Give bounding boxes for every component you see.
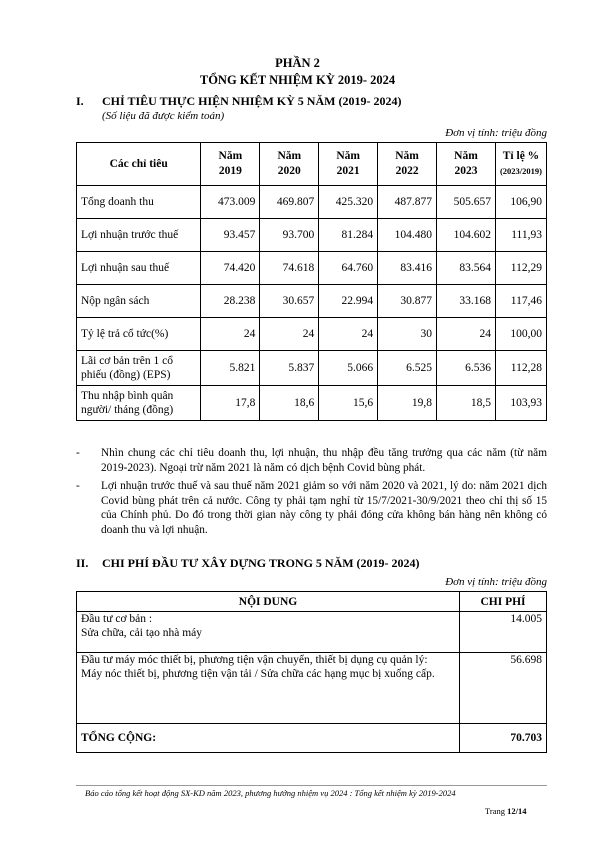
cell-v2023: 18,5 (437, 386, 496, 421)
table-row (77, 219, 547, 252)
cell-ratio: 117,46 (495, 285, 546, 318)
table-row (77, 612, 547, 653)
cell-v2020: 30.657 (260, 285, 319, 318)
cell-v2020: 469.807 (260, 186, 319, 219)
header-year-2021: Năm 2021 (319, 143, 378, 186)
investment-table (76, 591, 547, 753)
cell-v2020: 74.618 (260, 252, 319, 285)
cell-v2022: 487.877 (378, 186, 437, 219)
unit-label-1: Đơn vị tính: triệu đồng (445, 127, 547, 139)
footer-text: Báo cáo tổng kết hoạt động SX-KD năm 2023, phương hướng nhiệm vụ 2024 : Tổng kết nhiệm kỳ 2019-2024 (85, 788, 456, 798)
investment-description: Đầu tư cơ bản : Sửa chữa, cải tạo nhà máy (77, 612, 460, 653)
cell-v2023: 33.168 (437, 285, 496, 318)
cell-v2022: 30.877 (378, 285, 437, 318)
indicator-label: Lợi nhuận trước thuế (77, 219, 201, 252)
cell-v2021: 22.994 (319, 285, 378, 318)
audit-note: (Số liệu đã được kiểm toán) (102, 110, 225, 122)
performance-table-header (77, 143, 547, 186)
cell-v2019: 93.457 (201, 219, 260, 252)
cell-v2020: 93.700 (260, 219, 319, 252)
cell-v2020: 24 (260, 318, 319, 351)
table-row (77, 318, 547, 351)
total-label: TỔNG CỘNG: (77, 724, 460, 753)
section1-title: CHỈ TIÊU THỰC HIỆN NHIỆM KỲ 5 NĂM (2019- 2024) (102, 94, 402, 108)
table-row (77, 351, 547, 386)
cell-v2019: 28.238 (201, 285, 260, 318)
indicator-label: Lợi nhuận sau thuế (77, 252, 201, 285)
cell-v2021: 425.320 (319, 186, 378, 219)
cell-v2019: 17,8 (201, 386, 260, 421)
cell-v2022: 104.480 (378, 219, 437, 252)
cell-ratio: 112,29 (495, 252, 546, 285)
cell-v2022: 6.525 (378, 351, 437, 386)
cell-v2021: 15,6 (319, 386, 378, 421)
cell-v2021: 81.284 (319, 219, 378, 252)
header-content: NỘI DUNG (77, 592, 460, 612)
investment-value: 56.698 (460, 653, 547, 724)
cell-v2022: 19,8 (378, 386, 437, 421)
cell-v2023: 104.602 (437, 219, 496, 252)
analysis-notes (76, 446, 547, 542)
cell-ratio: 111,93 (495, 219, 546, 252)
investment-value: 14.005 (460, 612, 547, 653)
cell-v2021: 64.760 (319, 252, 378, 285)
cell-v2022: 30 (378, 318, 437, 351)
section2-title: CHI PHÍ ĐẦU TƯ XÂY DỰNG TRONG 5 NĂM (2019- 2024) (102, 556, 420, 570)
part-label: PHẦN 2 (275, 56, 320, 70)
table-row (77, 252, 547, 285)
cell-ratio: 106,90 (495, 186, 546, 219)
cell-v2023: 24 (437, 318, 496, 351)
indicator-label: Thu nhập bình quân người/ tháng (đồng) (77, 386, 201, 421)
table-row (77, 285, 547, 318)
cell-v2023: 83.564 (437, 252, 496, 285)
investment-table-header (77, 592, 547, 612)
cell-v2020: 5.837 (260, 351, 319, 386)
analysis-bullet: - Nhìn chung các chỉ tiêu doanh thu, lợi nhuận, thu nhập đều tăng trưởng qua các năm (từ năm 2019-2023). Ngoại trừ năm 2021 là năm có dịch bệnh Covid bùng phát. (76, 447, 547, 474)
header-ratio: Tỉ lệ % (2023/2019) (495, 143, 546, 186)
cell-v2021: 5.066 (319, 351, 378, 386)
cell-v2019: 473.009 (201, 186, 260, 219)
unit-label-2: Đơn vị tính: triệu đồng (445, 576, 547, 588)
header-year-2023: Năm 2023 (437, 143, 496, 186)
cell-ratio: 112,28 (495, 351, 546, 386)
header-year-2020: Năm 2020 (260, 143, 319, 186)
header-year-2022: Năm 2022 (378, 143, 437, 186)
cell-v2023: 6.536 (437, 351, 496, 386)
cell-v2019: 24 (201, 318, 260, 351)
section1-heading (76, 94, 401, 109)
analysis-bullet-text: Nhìn chung các chỉ tiêu doanh thu, lợi nhuận, thu nhập đều tăng trưởng qua các năm (từ năm 2019-2023). Ngoại trừ năm 2021 là năm có dịch bệnh Covid bùng phát. (101, 447, 547, 474)
indicator-label: Nộp ngân sách (77, 285, 201, 318)
section1-number: I. (76, 94, 84, 108)
cell-v2023: 505.657 (437, 186, 496, 219)
indicator-label: Tổng doanh thu (77, 186, 201, 219)
total-value: 70.703 (460, 724, 547, 753)
section2-heading (76, 556, 420, 571)
cell-v2019: 74.420 (201, 252, 260, 285)
performance-table (76, 142, 547, 421)
header-cost: CHI PHÍ (460, 592, 547, 612)
page-title: TỔNG KẾT NHIỆM KỲ 2019- 2024 (199, 73, 396, 87)
table-row (77, 653, 547, 724)
analysis-bullet: - Lợi nhuận trước thuế và sau thuế năm 2021 giảm so với năm 2020 và 2021, lý do: năm 2021 dịch Covid bùng phát trên cả nước. Công ty phải tạm nghỉ từ 15/7/2021-30/9/2021 theo chỉ thị số 15 của Chính phủ. Do đó trong thời gian này công ty phải đóng cửa không bán hàng nên không có doanh thu và lợi nhuận. (76, 480, 547, 536)
table-row (77, 186, 547, 219)
indicator-label: Tỷ lệ trả cổ tức(%) (77, 318, 201, 351)
cell-v2019: 5.821 (201, 351, 260, 386)
cell-ratio: 103,93 (495, 386, 546, 421)
cell-v2020: 18,6 (260, 386, 319, 421)
header-year-2019: Năm 2019 (201, 143, 260, 186)
analysis-bullet-text: Lợi nhuận trước thuế và sau thuế năm 2021 giảm so với năm 2020 và 2021, lý do: năm 2021 dịch Covid bùng phát trên cả nước. Công ty phải tạm nghỉ từ 15/7/2021-30/9/2021 theo chỉ thị số 15 của Chính phủ. Do đó trong thời gian này công ty phải đóng cửa không bán hàng nên không có doanh thu và lợi nhuận. (101, 480, 547, 536)
cell-v2022: 83.416 (378, 252, 437, 285)
investment-description: Đầu tư máy móc thiết bị, phương tiện vận chuyển, thiết bị dụng cụ quản lý: Máy nóc thiết bị, phương tiện vận tải / Sửa chữa các hạng mục bị xuống cấp. (77, 653, 460, 724)
page-number: Trang 12/14 (485, 806, 527, 816)
cell-ratio: 100,00 (495, 318, 546, 351)
footer-divider (76, 785, 547, 786)
total-row (77, 724, 547, 753)
header-indicator: Các chỉ tiêu (77, 143, 201, 186)
indicator-label: Lãi cơ bản trên 1 cổ phiếu (đồng) (EPS) (77, 351, 201, 386)
table-row (77, 386, 547, 421)
section2-number: II. (76, 556, 89, 570)
cell-v2021: 24 (319, 318, 378, 351)
